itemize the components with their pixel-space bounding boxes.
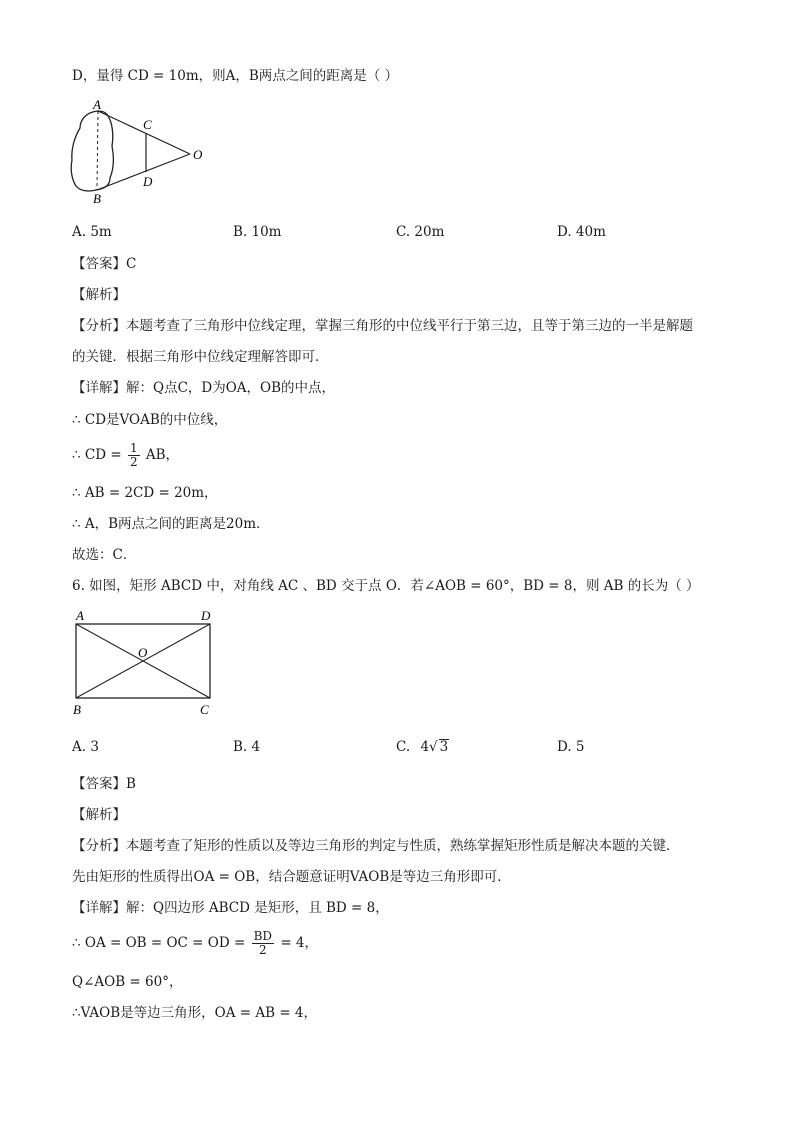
q5-label-o: O xyxy=(193,147,203,162)
q6-option-c-coef: 4 xyxy=(420,739,430,755)
q6-option-c-radicand: 3 xyxy=(439,739,449,755)
q6-label-o: O xyxy=(138,645,148,660)
q5-fenxi-line1: 【分析】本题考查了三角形中位线定理，掌握三角形的中位线平行于第三边，且等于第三边的一半是解题 xyxy=(72,318,693,334)
q6-xiangjie-line2-pre: ∴ OA = OB = OC = OD = xyxy=(72,935,246,951)
q5-xiangjie-line5: ∴ A，B两点之间的距离是20m． xyxy=(72,516,270,532)
q6-fraction-den: 2 xyxy=(258,943,267,957)
q6-label-a: A xyxy=(76,608,84,623)
q5-option-d[interactable]: D. 40m xyxy=(557,224,606,240)
q5-fraction-half xyxy=(128,442,140,469)
q6-xiangjie-line2-post: = 4， xyxy=(280,935,319,951)
q5-fraction-den: 2 xyxy=(129,455,138,469)
q6-figure xyxy=(68,606,228,718)
q6-fraction-bd-half xyxy=(252,930,274,957)
q6-fraction-num: BD xyxy=(253,929,273,943)
q6-xiangjie-line1: 【详解】解：Q四边形 ABCD 是矩形，且 BD = 8， xyxy=(72,900,389,916)
q6-option-c-label: C. xyxy=(396,739,411,755)
q5-answer: 【答案】C xyxy=(72,256,137,272)
q5-label-a: A xyxy=(93,98,101,112)
q5-conclusion: 故选：C． xyxy=(72,547,137,563)
q5-xiangjie-line1: 【详解】解：Q点C，D为OA，OB的中点， xyxy=(72,380,336,396)
q5-option-c[interactable]: C. 20m xyxy=(396,224,445,240)
q6-stem: 6. 如图，矩形 ABCD 中，对角线 AC 、BD 交于点 O．若∠AOB = 60°，BD = 8，则 AB 的长为（ ） xyxy=(72,578,700,594)
q5-option-b[interactable]: B. 10m xyxy=(233,224,282,240)
q5-xiangjie-line3 xyxy=(72,440,179,470)
q6-option-a[interactable]: A. 3 xyxy=(72,739,99,755)
q6-label-b: B xyxy=(73,702,81,717)
q6-fenxi-line2: 先由矩形的性质得出OA = OB，结合题意证明VAOB是等边三角形即可． xyxy=(72,869,511,885)
q5-xiangjie-line2: ∴ CD是VOAB的中位线， xyxy=(72,412,228,428)
q6-answer: 【答案】B xyxy=(72,776,136,792)
q6-xiangjie-line2 xyxy=(72,928,318,958)
q5-label-d: D xyxy=(143,174,153,189)
q5-label-c: C xyxy=(143,117,152,132)
q6-xiangjie-line3: Q∠AOB = 60°， xyxy=(72,974,183,990)
q6-label-c: C xyxy=(200,702,209,717)
q5-fraction-num: 1 xyxy=(129,441,138,455)
q5-xiangjie-line3-post: AB， xyxy=(145,447,180,463)
q5-fenxi-line2: 的关键．根据三角形中位线定理解答即可． xyxy=(72,349,329,365)
q6-xiangjie-line4: ∴VAOB是等边三角形，OA = AB = 4， xyxy=(72,1005,318,1021)
q5-stem-tail: D，量得 CD = 10m，则A，B两点之间的距离是（ ） xyxy=(72,68,399,84)
q6-option-d[interactable]: D. 5 xyxy=(557,739,585,755)
q5-figure xyxy=(66,98,226,210)
q5-xiangjie-line3-pre: ∴ CD = xyxy=(72,447,122,463)
q6-option-c-radical-sign: √ xyxy=(429,739,438,755)
q6-option-b[interactable]: B. 4 xyxy=(233,739,261,755)
q5-label-b: B xyxy=(93,191,101,206)
q6-option-c[interactable] xyxy=(396,737,449,757)
q6-fenxi-line1: 【分析】本题考查了矩形的性质以及等边三角形的判定与性质，熟练掌握矩形性质是解决本题的关键． xyxy=(72,838,680,854)
q5-xiangjie-line4: ∴ AB = 2CD = 20m， xyxy=(72,485,218,501)
q6-label-d: D xyxy=(201,608,211,623)
q6-jiexi-heading: 【解析】 xyxy=(72,807,126,823)
q5-option-a[interactable]: A. 5m xyxy=(72,224,112,240)
q5-jiexi-heading: 【解析】 xyxy=(72,287,126,303)
